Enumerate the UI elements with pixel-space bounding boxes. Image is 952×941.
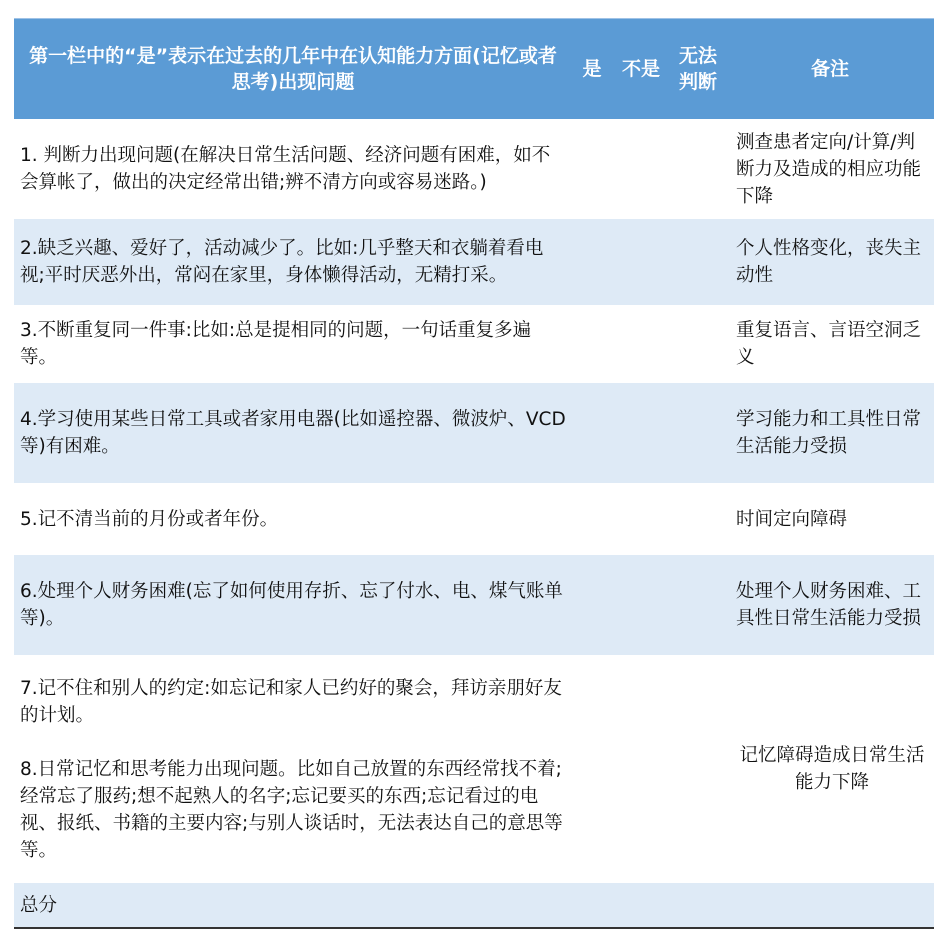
answer-no-cell[interactable] [612, 555, 670, 655]
header-row [14, 19, 934, 120]
question-6: 6.处理个人财务困难(忘了如何使用存折、忘了付水、电、煤气账单等)。 [14, 555, 572, 655]
answer-yes-cell[interactable] [572, 483, 612, 555]
question-gap [20, 729, 568, 756]
header-question: 第一栏中的“是”表示在过去的几年中在认知能力方面(记忆或者思考)出现问题 [14, 19, 572, 120]
table-row [14, 555, 934, 655]
table-row [14, 305, 934, 383]
table-row [14, 219, 934, 305]
table-row [14, 655, 934, 883]
remark-4: 学习能力和工具性日常生活能力受损 [726, 383, 934, 483]
remark-1: 测查患者定向/计算/判断力及造成的相应功能下降 [726, 119, 934, 219]
question-8: 8.日常记忆和思考能力出现问题。比如自己放置的东西经常找不着;经常忘了服药;想不起熟人的名字;忘记要买的东西;忘记看过的电视、报纸、书籍的主要内容;与别人谈话时，无法表达自己的意思等等。 [20, 758, 563, 861]
answer-unknown-cell[interactable] [670, 555, 726, 655]
question-4: 4.学习使用某些日常工具或者家用电器(比如遥控器、微波炉、VCD等)有困难。 [14, 383, 572, 483]
header-no: 不是 [612, 19, 670, 120]
total-remark-cell [726, 883, 934, 928]
header-unknown [670, 19, 726, 120]
answer-unknown-cell[interactable] [670, 119, 726, 219]
answer-no-cell[interactable] [612, 219, 670, 305]
remark-2: 个人性格变化，丧失主动性 [726, 219, 934, 305]
answer-yes-cell[interactable] [572, 219, 612, 305]
total-unknown-cell[interactable] [670, 883, 726, 928]
answer-unknown-cell[interactable] [670, 383, 726, 483]
answer-yes-cell[interactable] [572, 119, 612, 219]
total-yes-cell[interactable] [572, 883, 612, 928]
total-row [14, 883, 934, 928]
answer-yes-cell[interactable] [572, 305, 612, 383]
table-row [14, 383, 934, 483]
answer-yes-cell[interactable] [572, 555, 612, 655]
remark-7-8: 记忆障碍造成日常生活能力下降 [726, 655, 934, 883]
header-yes: 是 [572, 19, 612, 120]
answer-unknown-cell[interactable] [670, 219, 726, 305]
questionnaire-sheet [14, 18, 934, 929]
table-row [14, 483, 934, 555]
answer-no-cell[interactable] [612, 119, 670, 219]
answer-yes-cell[interactable] [572, 383, 612, 483]
table-row [14, 119, 934, 219]
answer-no-cell[interactable] [612, 483, 670, 555]
answer-unknown-cell[interactable] [670, 305, 726, 383]
header-unknown-label: 无法判断 [678, 45, 717, 93]
answer-no-cell[interactable] [612, 655, 670, 883]
question-3: 3.不断重复同一件事:比如:总是提相同的问题，一句话重复多遍等。 [14, 305, 572, 383]
answer-yes-cell[interactable] [572, 655, 612, 883]
question-7: 7.记不住和别人的约定:如忘记和家人已约好的聚会，拜访亲朋好友的计划。 [20, 677, 562, 726]
answer-unknown-cell[interactable] [670, 655, 726, 883]
total-label: 总分 [14, 883, 572, 928]
question-5: 5.记不清当前的月份或者年份。 [14, 483, 572, 555]
answer-unknown-cell[interactable] [670, 483, 726, 555]
question-1: 1. 判断力出现问题(在解决日常生活问题、经济问题有困难，如不会算帐了，做出的决定经常出错;辨不清方向或容易迷路。) [14, 119, 572, 219]
remark-5: 时间定向障碍 [726, 483, 934, 555]
question-7-8 [14, 655, 572, 883]
total-no-cell[interactable] [612, 883, 670, 928]
remark-3: 重复语言、言语空洞乏义 [726, 305, 934, 383]
remark-6: 处理个人财务困难、工具性日常生活能力受损 [726, 555, 934, 655]
question-2: 2.缺乏兴趣、爱好了，活动减少了。比如:几乎整天和衣躺着看电视;平时厌恶外出，常闷在家里，身体懒得活动，无精打采。 [14, 219, 572, 305]
answer-no-cell[interactable] [612, 383, 670, 483]
header-remark: 备注 [726, 19, 934, 120]
cognition-questionnaire-table [14, 18, 934, 929]
answer-no-cell[interactable] [612, 305, 670, 383]
